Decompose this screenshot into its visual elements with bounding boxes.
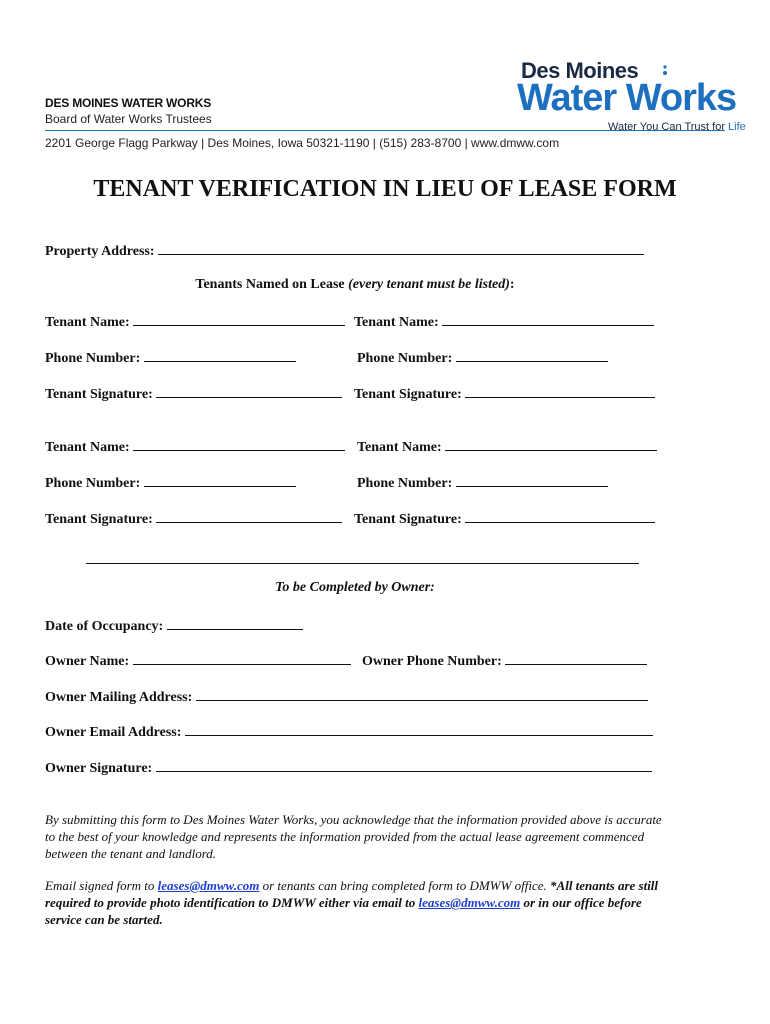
- property-address-field[interactable]: Property Address:: [45, 242, 644, 260]
- organization-name: DES MOINES WATER WORKS: [45, 96, 212, 110]
- tenant-name-field[interactable]: Tenant Name:: [357, 438, 657, 456]
- email-link[interactable]: leases@dmww.com: [418, 895, 521, 910]
- form-title: TENANT VERIFICATION IN LIEU OF LEASE FORM: [93, 176, 677, 202]
- acknowledgement-text: By submitting this form to Des Moines Water Works, you acknowledge that the information provided above is accurate to the best of your knowledge and represents the information provided from the actual lease agreement commenced between the tenant and landlord.: [45, 812, 662, 861]
- owner-signature-field[interactable]: Owner Signature:: [45, 759, 652, 777]
- phone-number-field[interactable]: Phone Number:: [357, 474, 608, 492]
- tenant-name-field[interactable]: Tenant Name:: [354, 313, 654, 331]
- tenant-signature-field[interactable]: Tenant Signature:: [354, 510, 655, 528]
- tenant-signature-field[interactable]: Tenant Signature:: [45, 385, 342, 403]
- logo-tagline: Water You Can Trust for Life: [608, 121, 746, 133]
- owner-name-field[interactable]: Owner Name:: [45, 652, 351, 670]
- phone-number-field[interactable]: Phone Number:: [45, 349, 296, 367]
- submission-instructions: Email signed form to leases@dmww.com or tenants can bring completed form to DMWW office. *All tenants are still required to provide photo identification to DMWW either via email to leases@dmww.com or in our office before service can be started.: [45, 878, 659, 927]
- date-of-occupancy-field[interactable]: Date of Occupancy:: [45, 617, 303, 635]
- phone-number-field[interactable]: Phone Number:: [357, 349, 608, 367]
- owner-mailing-address-field[interactable]: Owner Mailing Address:: [45, 688, 648, 706]
- email-link[interactable]: leases@dmww.com: [157, 878, 260, 893]
- tenant-signature-field[interactable]: Tenant Signature:: [45, 510, 342, 528]
- owner-section-heading: To be Completed by Owner:: [275, 580, 435, 595]
- logo-main-text: Water Works: [517, 77, 737, 119]
- tenant-name-field[interactable]: Tenant Name:: [45, 313, 345, 331]
- tenant-name-field[interactable]: Tenant Name:: [45, 438, 345, 456]
- organization-subtitle: Board of Water Works Trustees: [45, 112, 212, 126]
- tenant-signature-field[interactable]: Tenant Signature:: [354, 385, 655, 403]
- section-divider: [86, 563, 639, 564]
- logo-city-text: Des Moines: [521, 58, 639, 83]
- phone-number-field[interactable]: Phone Number:: [45, 474, 296, 492]
- owner-email-address-field[interactable]: Owner Email Address:: [45, 723, 653, 741]
- organization-address: 2201 George Flagg Parkway | Des Moines, Iowa 50321-1190 | (515) 283-8700 | www.dmww.com: [45, 136, 560, 150]
- water-drop-icon: [661, 64, 669, 84]
- owner-phone-field[interactable]: Owner Phone Number:: [362, 652, 647, 670]
- tenants-heading: Tenants Named on Lease (every tenant must be listed):: [195, 277, 515, 292]
